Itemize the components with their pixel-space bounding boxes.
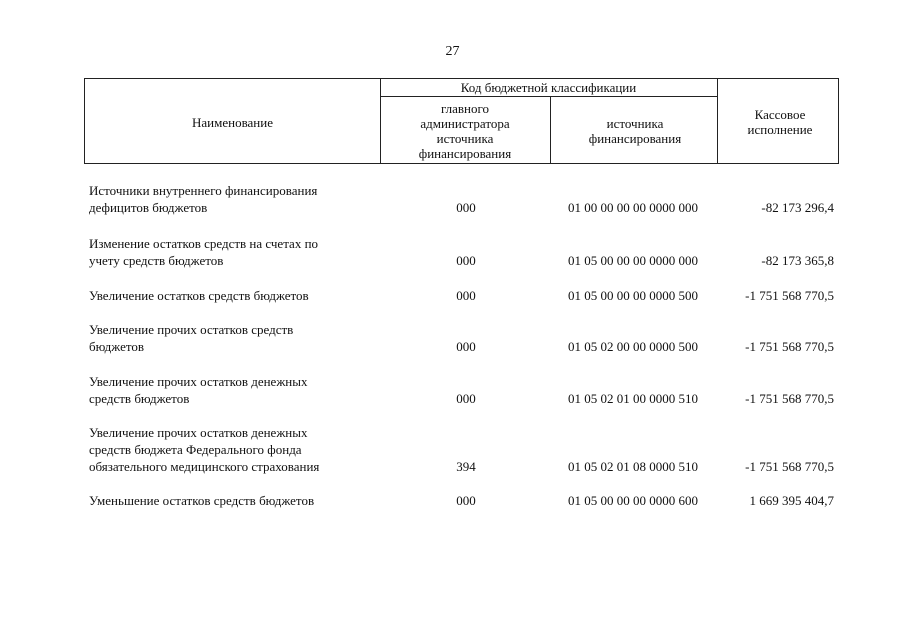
row-name: [89, 424, 379, 475]
row-name-line: дефицитов бюджетов: [89, 200, 208, 215]
row-source-code: 01 05 00 00 00 0000 500: [568, 288, 698, 303]
row-admin-code: 000: [456, 200, 476, 215]
row-source-code: 01 00 00 00 00 0000 000: [568, 200, 698, 215]
row-source-code: 01 05 00 00 00 0000 600: [568, 493, 698, 508]
row-name-line: Уменьшение остатков средств бюджетов: [89, 493, 315, 508]
row-amount: -82 173 296,4: [761, 200, 834, 215]
row-name-line: Увеличение остатков средств бюджетов: [89, 288, 309, 303]
row-source-code: 01 05 02 00 00 0000 500: [568, 339, 698, 354]
row-name-line: Увеличение прочих остатков средств: [89, 322, 294, 337]
row-admin-code: 000: [456, 339, 476, 354]
row-name: [89, 321, 379, 355]
row-name-line: бюджетов: [89, 339, 145, 354]
row-name: [89, 492, 379, 509]
row-name-line: Увеличение прочих остатков денежных: [89, 374, 308, 389]
row-admin-code: 000: [456, 391, 476, 406]
row-name: [89, 373, 379, 407]
row-source-code: 01 05 00 00 00 0000 000: [568, 253, 698, 268]
row-name-line: средств бюджета Федерального фонда: [89, 442, 302, 457]
row-admin-code: 000: [456, 253, 476, 268]
row-admin-code: 394: [456, 459, 476, 474]
row-name-line: обязательного медицинского страхования: [89, 459, 320, 474]
row-name-line: учету средств бюджетов: [89, 253, 224, 268]
row-admin-code: 000: [456, 493, 476, 508]
row-source-code: 01 05 02 01 08 0000 510: [568, 459, 698, 474]
header-source: источника финансирования: [588, 115, 682, 146]
row-amount: -1 751 568 770,5: [745, 391, 834, 406]
row-name: [89, 287, 379, 304]
row-amount: -1 751 568 770,5: [745, 339, 834, 354]
row-name: [89, 235, 379, 269]
row-amount: 1 669 395 404,7: [749, 493, 834, 508]
row-source-code: 01 05 02 01 00 0000 510: [568, 391, 698, 406]
row-amount: -1 751 568 770,5: [745, 288, 834, 303]
row-name-line: Увеличение прочих остатков денежных: [89, 425, 308, 440]
row-name-line: Источники внутреннего финансирования: [89, 183, 318, 198]
row-name-line: Изменение остатков средств на счетах по: [89, 236, 319, 251]
row-amount: -1 751 568 770,5: [745, 459, 834, 474]
row-amount: -82 173 365,8: [761, 253, 834, 268]
column-divider: [717, 79, 718, 163]
header-name: Наименование: [192, 114, 273, 130]
header-amount: Кассовое исполнение: [747, 107, 813, 137]
header-code-group: Код бюджетной классификации: [460, 80, 637, 95]
table-header: [84, 78, 839, 164]
column-divider: [550, 96, 551, 163]
page-number: 27: [445, 44, 460, 59]
row-name-line: средств бюджетов: [89, 391, 190, 406]
header-admin: главного администратора источника финансирования: [418, 100, 512, 161]
row-name: [89, 182, 379, 216]
row-admin-code: 000: [456, 288, 476, 303]
